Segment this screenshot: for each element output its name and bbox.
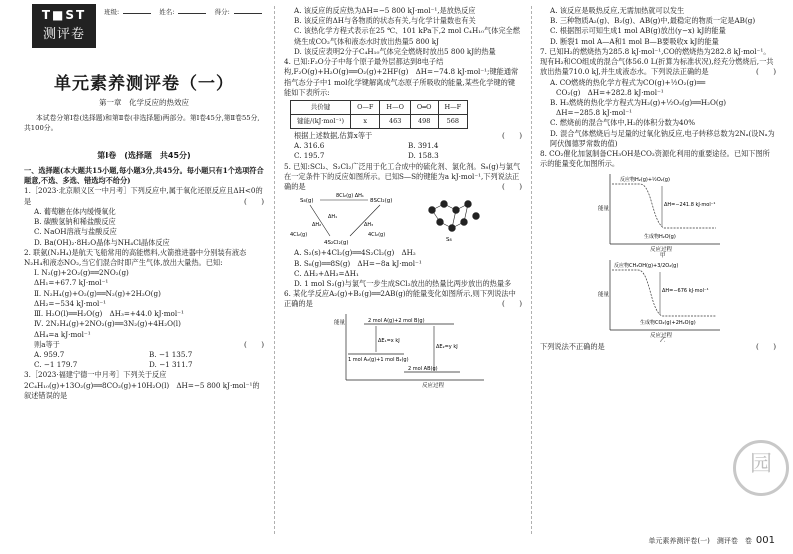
q6-ylabel: 能量 [334, 319, 346, 326]
bond-head-cell: H—O [380, 100, 411, 114]
logo-bottom-text: 测评卷 [42, 27, 85, 43]
q6-option-c: C. 根据图示可知生成1 mol AB(g)放出(y−x) kJ的能量 [550, 26, 726, 36]
q6-xlabel: 反应过程 [422, 382, 445, 388]
q5-option-d: D. 1 mol S₂(g)与氯气一步生成SCl₂放出的热量比两步放出的热量多 [294, 278, 512, 288]
s8-molecule [429, 201, 480, 232]
q3-option-d: D. 该反应表明2分子C₄H₁₀气体完全燃烧时放出5 800 kJ的热量 [294, 46, 496, 56]
q7-answer-blank: ( ) [756, 67, 776, 77]
score-field[interactable] [234, 13, 262, 14]
bond-energy-table [290, 100, 468, 129]
q6-stem-text: 6. 某化学反应A₂(g)+B₂(g)══2AB(g)的能量变化如图所示,则下列说法中正确的是 [284, 289, 516, 309]
q5-diagram [284, 192, 520, 248]
q8-fig1-bot: 生成物H₂O(g) [644, 233, 676, 240]
q8-fig1-ylabel: 能量 [598, 205, 610, 212]
q8-energy-diagram-2 [540, 258, 776, 342]
q6-energy-diagram [284, 310, 520, 388]
q4-option-a: A. 316.6 [294, 141, 325, 151]
q5-answer-blank: ( ) [502, 182, 522, 192]
q5-option-a: A. S₂(s)+4Cl₂(g)══4S₂Cl₂(g) ΔH₂ [294, 248, 416, 258]
q4-ask [284, 131, 522, 141]
score-label: 得分: [214, 8, 230, 16]
q6-answer-blank: ( ) [502, 299, 522, 309]
q2-reaction-2: Ⅱ. N₂H₄(g)+O₂(g)══N₂(g)+2H₂O(g) [34, 288, 161, 298]
q7-option-a-line2: CO₂(g) ΔH=+282.8 kJ·mol⁻¹ [556, 87, 664, 97]
q5-fig-s2cl2: 4S₂Cl₂(g) [324, 240, 349, 247]
q6-level-top-label: 2 mol A(g)+2 mol B(g) [368, 317, 425, 324]
q2-options-ab [24, 350, 264, 360]
q4-answer-blank: ( ) [502, 130, 522, 140]
class-field[interactable] [123, 13, 151, 14]
q8-fig2-caption: 乙 [660, 337, 666, 342]
s-atom [453, 207, 460, 214]
q6-figure [284, 310, 522, 388]
s-atom [437, 219, 444, 226]
s-atom [429, 207, 436, 214]
q2-option-c: C. −1 179.7 [34, 360, 78, 370]
footer-text: 单元素养测评卷(一) 测评卷 卷 [648, 536, 752, 545]
q5-fig-scl2: 8SCl₂(g) [370, 198, 393, 205]
column-1 [24, 0, 264, 540]
student-fields [104, 8, 264, 17]
bond-head-cell: 共价键 [291, 100, 351, 114]
q7-option-c: C. 燃烧前的混合气体中,H₂的体积分数为40% [550, 118, 696, 128]
watermark-stamp: 园 [733, 440, 789, 496]
name-label: 姓名: [159, 8, 175, 16]
q3-option-b: B. 该反应的ΔH与各物质的状态有关,与化学计量数也有关 [294, 16, 476, 26]
q4-option-d: D. 158.3 [408, 151, 439, 161]
q1-stem [24, 186, 264, 206]
q6-level-mid-label: 1 mol A₂(g)+1 mol B₂(g) [348, 356, 409, 363]
q1-option-d: D. Ba(OH)₂·8H₂O晶体与NH₄Cl晶体反应 [34, 237, 170, 247]
column-2 [284, 0, 522, 540]
q8-figure-2 [540, 258, 776, 342]
q2-reaction-3: Ⅲ. H₂O(l)══H₂O(g) ΔH₃=+44.0 kJ·mol⁻¹ [34, 309, 184, 319]
q8-fig2-dh: ΔH=−676 kJ·mol⁻¹ [662, 287, 709, 294]
q5-fig-4cl2-left: 4Cl₂(g) [290, 232, 308, 239]
q7-option-b-line2: ΔH=−285.8 kJ·mol⁻¹ [556, 108, 633, 118]
bond-head-cell: H—F [438, 100, 468, 114]
column-3-flow [540, 6, 776, 352]
q4-options-ab [284, 141, 522, 151]
q2-option-d: D. −1 311.7 [149, 360, 193, 370]
q2-answer-blank: ( ) [244, 339, 264, 349]
column-2-flow [284, 6, 522, 388]
q5-stem [284, 162, 522, 193]
q2-enthalpy-4: ΔH₄=a kJ·mol⁻¹ [34, 329, 91, 339]
q8-answer-blank: ( ) [756, 341, 776, 351]
q8-figure-1 [540, 170, 776, 258]
column-divider-2 [531, 6, 532, 534]
q1-answer-blank: ( ) [244, 196, 264, 206]
q6-option-b: B. 三种物质A₂(g)、B₂(g)、AB(g)中,最稳定的物质一定是AB(g) [550, 16, 756, 26]
test-logo [32, 4, 96, 48]
q8-stem: 8. CO₂催化加氢制备CH₃OH是CO₂资源化利用的重要途径。已知下图所示的能量变化加图所示。 [540, 149, 770, 169]
q6-e2-label: ΔE₂=y kJ [436, 343, 458, 350]
q6-option-d: D. 断裂1 mol A—A和1 mol B—B要吸收x kJ的能量 [550, 36, 719, 46]
q8-fig1-xlabel: 反应过程 [650, 246, 673, 253]
s-atom [441, 201, 448, 208]
bond-value-cell: 463 [380, 114, 411, 128]
q5-fig-dh2: ΔH₂ [312, 222, 322, 229]
q6-e1-label: ΔE₁=x kJ [378, 337, 400, 344]
q2-option-a: A. 959.7 [34, 349, 65, 359]
q8-fig2-bot: 生成物CO₂(g)+2H₂O(g) [640, 319, 696, 326]
exam-intro: 本试卷分第Ⅰ卷(选择题)和第Ⅱ卷(非选择题)两部分。第Ⅰ卷45分,第Ⅱ卷55分,共100分。 [24, 114, 260, 132]
q5-option-c: C. ΔH₂+ΔH₃=ΔH₁ [294, 268, 359, 278]
logo-top-text: T■ST [41, 8, 87, 22]
bond-value-cell: 498 [410, 114, 438, 128]
q1-option-b: B. 碳酸氢钠和稀盐酸反应 [34, 217, 116, 227]
q1-option-a: A. 葡萄糖在体内缓慢氧化 [34, 206, 116, 216]
q2-enthalpy-1: ΔH₁=+67.7 kJ·mol⁻¹ [34, 278, 109, 288]
q4-ask-text: 根据上述数据,估算x等于 [294, 130, 373, 140]
q3-option-c: C. 该热化学方程式表示在25 ℃、101 kPa下,2 mol C₄H₁₀气体完全燃烧生成CO₂气体和液态水时放出热量5 800 kJ [294, 26, 520, 46]
q2-ask [24, 340, 264, 350]
q7-stem [540, 47, 776, 78]
bond-value-cell: 键能/(kJ·mol⁻¹) [291, 114, 351, 128]
q4-option-b: B. 391.4 [408, 141, 439, 151]
page-footer [648, 534, 775, 548]
q7-stem-text: 7. 已知H₂的燃烧热为285.8 kJ·mol⁻¹,CO的燃烧热为282.8 kJ·mol⁻¹。现有H₂和CO组成的混合气体56.0 L(折算为标准状况),经充分燃烧后,一共放出热量710.0 kJ,并生成液态水。下列说法正确的是 [540, 46, 774, 77]
part-heading: 一、选择题(本大题共15小题,每小题3分,共45分。每小题只有1个选项符合题意,不选、多选、错选均不给分) [24, 166, 264, 186]
section-heading: 第Ⅰ卷 (选择题 共45分) [97, 151, 191, 160]
name-field[interactable] [178, 13, 206, 14]
q2-stem: 2. 联氨(N₂H₄)是航天飞船常用的高能燃料,火箭推进器中分别装有液态N₂H₄和液态NO₂,当它们混合时即产生气体,放出大量热。已知: [24, 247, 247, 267]
q8-fig1-dh: ΔH=−241.8 kJ·mol⁻¹ [664, 201, 716, 208]
q5-option-b: B. S₈(g)══8S(g) ΔH=−8a kJ·mol⁻¹ [294, 258, 422, 268]
column-1-flow [24, 166, 264, 401]
q8-ask [540, 342, 776, 352]
bond-value-cell: x [351, 114, 380, 128]
s-atom [461, 219, 468, 226]
bond-head-cell: O═O [410, 100, 438, 114]
column-divider-1 [274, 6, 275, 534]
q5-stem-text: 5. 已知:SCl₂、S₂Cl₂广泛用于化工合成中的硫化剂、氯化剂。S₈(g)与氯气在一定条件下的反应如图所示。已知S—S的键能为a kJ·mol⁻¹,下列说法正确的是 [284, 161, 521, 192]
q2-enthalpy-2: ΔH₂=−534 kJ·mol⁻¹ [34, 298, 107, 308]
s-atom [465, 201, 472, 208]
q8-fig2-xlabel: 反应过程 [650, 332, 673, 339]
q4-option-c: C. 195.7 [294, 151, 325, 161]
q8-fig1-top: 反应物H₂(g)+½O₂(g) [620, 176, 670, 183]
q8-fig2-ylabel: 能量 [598, 291, 610, 298]
q5-fig-s8: S₈(g) [300, 198, 314, 205]
q4-options-cd [284, 151, 522, 161]
q3-option-a: A. 该反应的反应热为ΔH=−5 800 kJ·mol⁻¹,是放热反应 [294, 6, 476, 15]
chapter-subtitle: 第一章 化学反应的热效应 [99, 98, 189, 107]
s-atom [449, 225, 456, 232]
q6-option-a: A. 该反应是吸热反应,无需加热就可以发生 [550, 6, 685, 15]
q7-option-a-line1: A. CO燃烧的热化学方程式为CO(g)+½O₂(g)══ [550, 77, 706, 87]
q6-level-bot-label: 2 mol AB(g) [408, 365, 438, 372]
q8-fig1-caption: 甲 [660, 252, 666, 258]
q5-arrow-left [310, 205, 330, 236]
q5-fig-4cl2-right: 4Cl₂(g) [368, 232, 386, 239]
page-title: 单元素养测评卷（一） [54, 74, 234, 94]
q3-stem: 3.［2023·福建宁德一中月考］下列关于反应2C₄H₁₀(g)+13O₂(g)══8CO₂(g)+10H₂O(l) ΔH=−5 800 kJ·mol⁻¹的叙述错误的是 [24, 370, 260, 400]
q5-fig-molecule-label: S₈ [446, 237, 452, 244]
q4-stem: 4. 已知:F₂O分子中每个原子最外层都达到8电子结构,F₂O(g)+H₂O(g)══O₂(g)+2HF(g) ΔH=−74.8 kJ·mol⁻¹;键能通常指气态分子中1 mol化学键解离成气态原子所吸收的能量,某些化学键的键能如下表所示: [284, 57, 519, 97]
bond-head-cell: O—F [351, 100, 380, 114]
q2-ask-text: 则a等于 [34, 339, 60, 349]
q7-option-b-line1: B. H₂燃烧的热化学方程式为H₂(g)+½O₂(g)══H₂O(g) [550, 97, 727, 107]
page-number: 001 [755, 534, 775, 546]
class-label: 班级: [104, 8, 120, 16]
q2-reaction-4: Ⅳ. 2N₂H₄(g)+2NO₂(g)══3N₂(g)+4H₂O(l) [34, 319, 181, 329]
q6-stem [284, 289, 522, 309]
q2-reaction-1: Ⅰ. N₂(g)+2O₂(g)══2NO₂(g) [34, 268, 129, 278]
q8-ask-text: 下列说法不正确的是 [540, 341, 605, 351]
q1-option-c: C. NaOH溶液与盐酸反应 [34, 227, 117, 237]
q5-fig-dh1: ΔH₁ [328, 214, 338, 221]
q2-options-cd [24, 360, 264, 370]
bond-table-head-row [291, 100, 468, 114]
q8-fig2-top: 反应物CH₃OH(g)+3/2O₂(g) [614, 262, 679, 269]
bond-value-cell: 568 [438, 114, 468, 128]
bond-table-value-row [291, 114, 468, 128]
q5-fig-dh3: ΔH₃ [364, 222, 374, 229]
s-atom [473, 213, 480, 220]
q1-stem-text: 1.［2023·北京顺义区一中月考］下列反应中,属于氧化还原反应且ΔH<0的是 [24, 186, 263, 206]
q2-option-b: B. −1 135.7 [149, 349, 193, 359]
q5-figure [284, 192, 522, 248]
q7-option-d: D. 混合气体燃烧后与足量的过氧化钠反应,电子转移总数为2Nₐ(设Nₐ为阿伏伽德罗常数的值) [550, 128, 775, 148]
q8-energy-diagram-1 [540, 170, 776, 258]
q5-fig-top: 8Cl₂(g) ΔH₁ [336, 193, 364, 200]
